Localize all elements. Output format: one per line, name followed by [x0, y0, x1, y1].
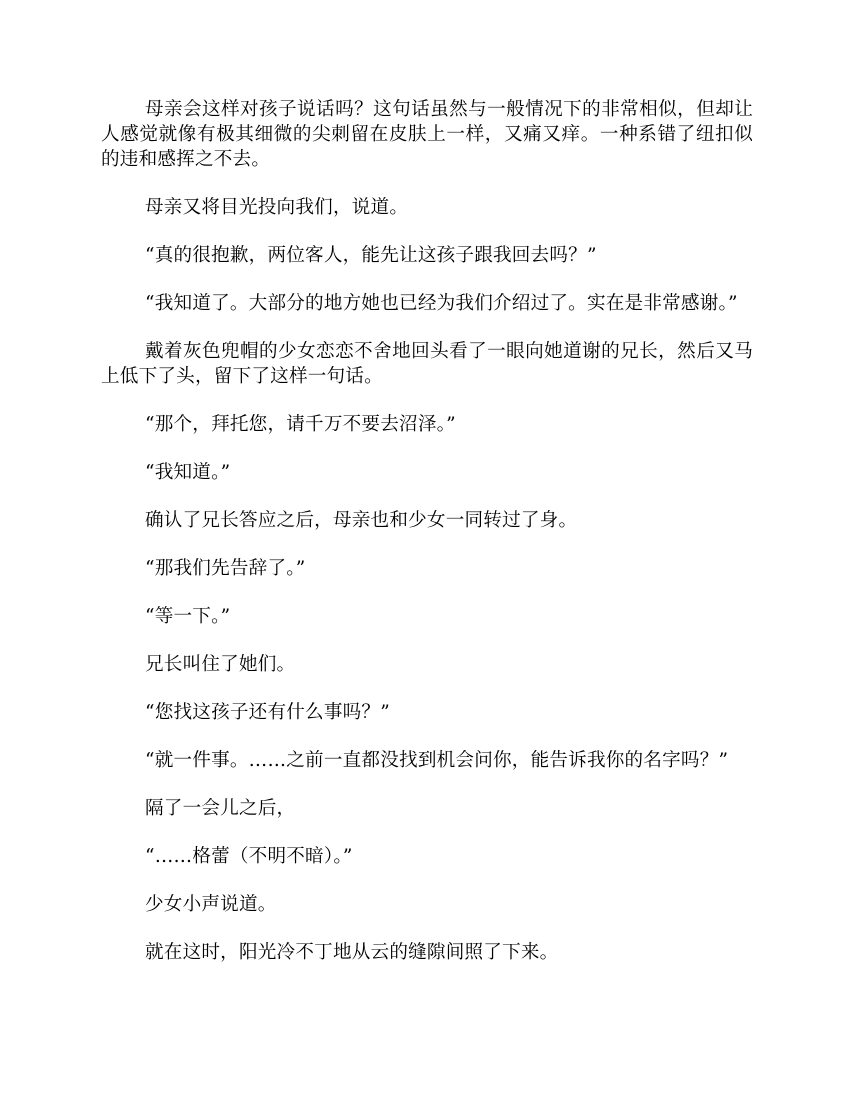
paragraph: 戴着灰色兜帽的少女恋恋不舍地回头看了一眼向她道谢的兄长，然后又马上低下了头，留下了这样一句话。	[101, 341, 753, 387]
paragraph: 就在这时，阳光冷不丁地从云的缝隙间照了下来。	[145, 942, 559, 963]
paragraph: 隔了一会儿之后，	[145, 798, 296, 819]
paragraph: “就一件事。……之前一直都没找到机会问你，能告诉我你的名字吗？”	[145, 750, 729, 771]
paragraph: “我知道。”	[145, 462, 231, 483]
paragraph: “您找这孩子还有什么事吗？”	[145, 702, 390, 723]
paragraph: 兄长叫住了她们。	[145, 654, 296, 675]
paragraph: “等一下。”	[145, 606, 231, 627]
paragraph: “那个，拜托您，请千万不要去沼泽。”	[145, 414, 456, 435]
paragraph: “我知道了。大部分的地方她也已经为我们介绍过了。实在是非常感谢。”	[145, 293, 738, 314]
paragraph: “真的很抱歉，两位客人，能先让这孩子跟我回去吗？”	[145, 245, 597, 266]
paragraph: 母亲会这样对孩子说话吗？这句话虽然与一般情况下的非常相似，但却让人感觉就像有极其细微的尖刺留在皮肤上一样，又痛又痒。一种系错了纽扣似的违和感挥之不去。	[101, 99, 753, 170]
paragraph: “那我们先告辞了。”	[145, 558, 306, 579]
paragraph: 母亲又将目光投向我们，说道。	[145, 197, 409, 218]
paragraph: “……格蕾（不明不暗）。”	[145, 846, 353, 867]
paragraph: 确认了兄长答应之后，母亲也和少女一同转过了身。	[145, 510, 578, 531]
paragraph: 少女小声说道。	[145, 894, 277, 915]
document-body	[101, 97, 753, 988]
